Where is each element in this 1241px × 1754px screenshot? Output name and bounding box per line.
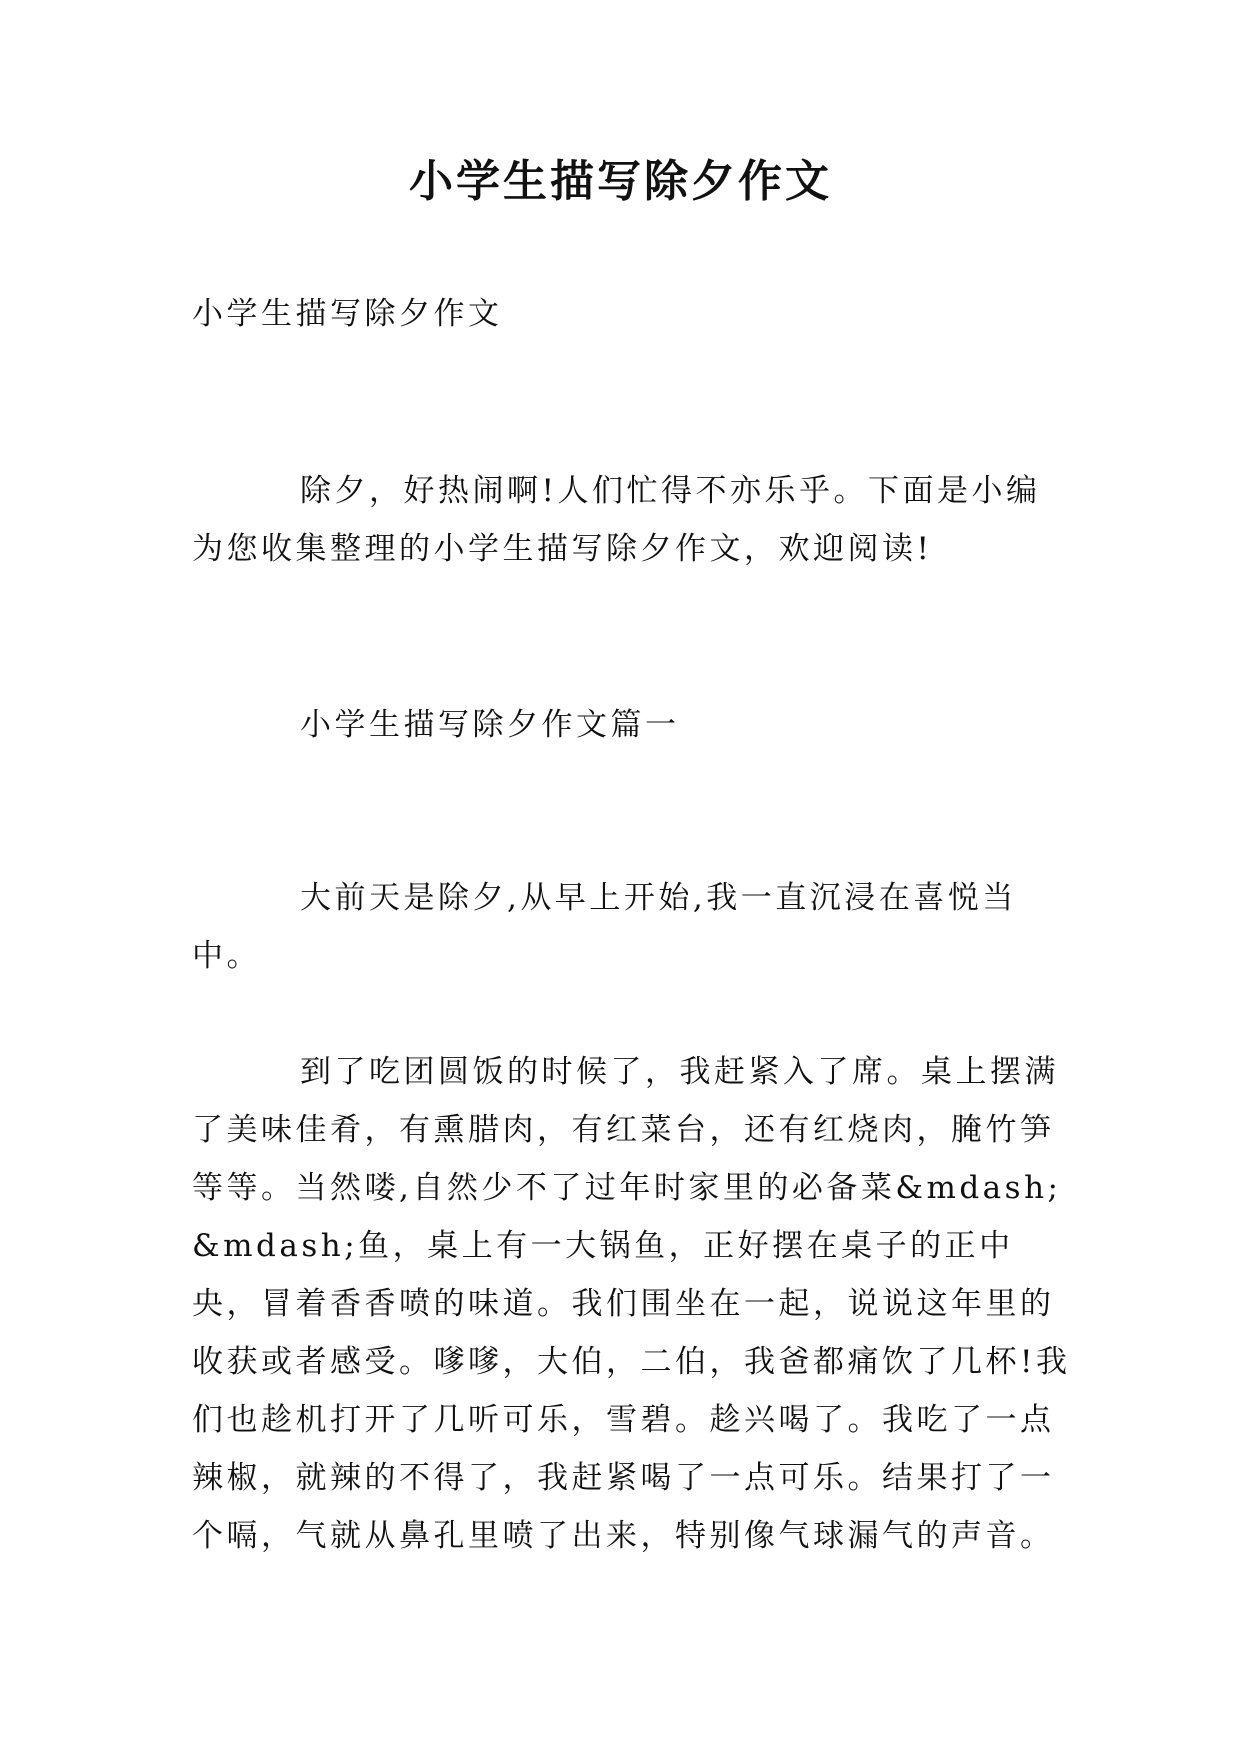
body-paragraph-1: 大前天是除夕,从早上开始,我一直沉浸在喜悦当中。 xyxy=(192,880,1017,974)
body-paragraph-2: 到了吃团圆饭的时候了，我赶紧入了席。桌上摆满了美味佳肴，有熏腊肉，有红菜台，还有红烧肉，腌竹笋等等。当然喽,自然少不了过年时家里的必备菜&mdash;&mdash;鱼，桌上有一大锅鱼，正好摆在桌子的正中央，冒着香香喷的味道。我们围坐在一起，说说这年里的收获或者感受。嗲嗲，大伯，二伯，我爸都痛饮了几杯!我们也趁机打开了几听可乐，雪碧。趁兴喝了。我吃了一点辣椒，就辣的不得了，我赶紧喝了一点可乐。结果打了一个嗝，气就从鼻孔里喷了出来，特别像气球漏气的声音。 xyxy=(192,1054,1071,1554)
intro-paragraph: 除夕，好热闹啊!人们忙得不亦乐乎。下面是小编为您收集整理的小学生描写除夕作文，欢迎阅读! xyxy=(192,473,1041,567)
section-heading: 小学生描写除夕作文篇一 xyxy=(300,707,680,743)
document-subtitle: 小学生描写除夕作文 xyxy=(192,296,503,332)
document-title: 小学生描写除夕作文 xyxy=(409,156,832,207)
